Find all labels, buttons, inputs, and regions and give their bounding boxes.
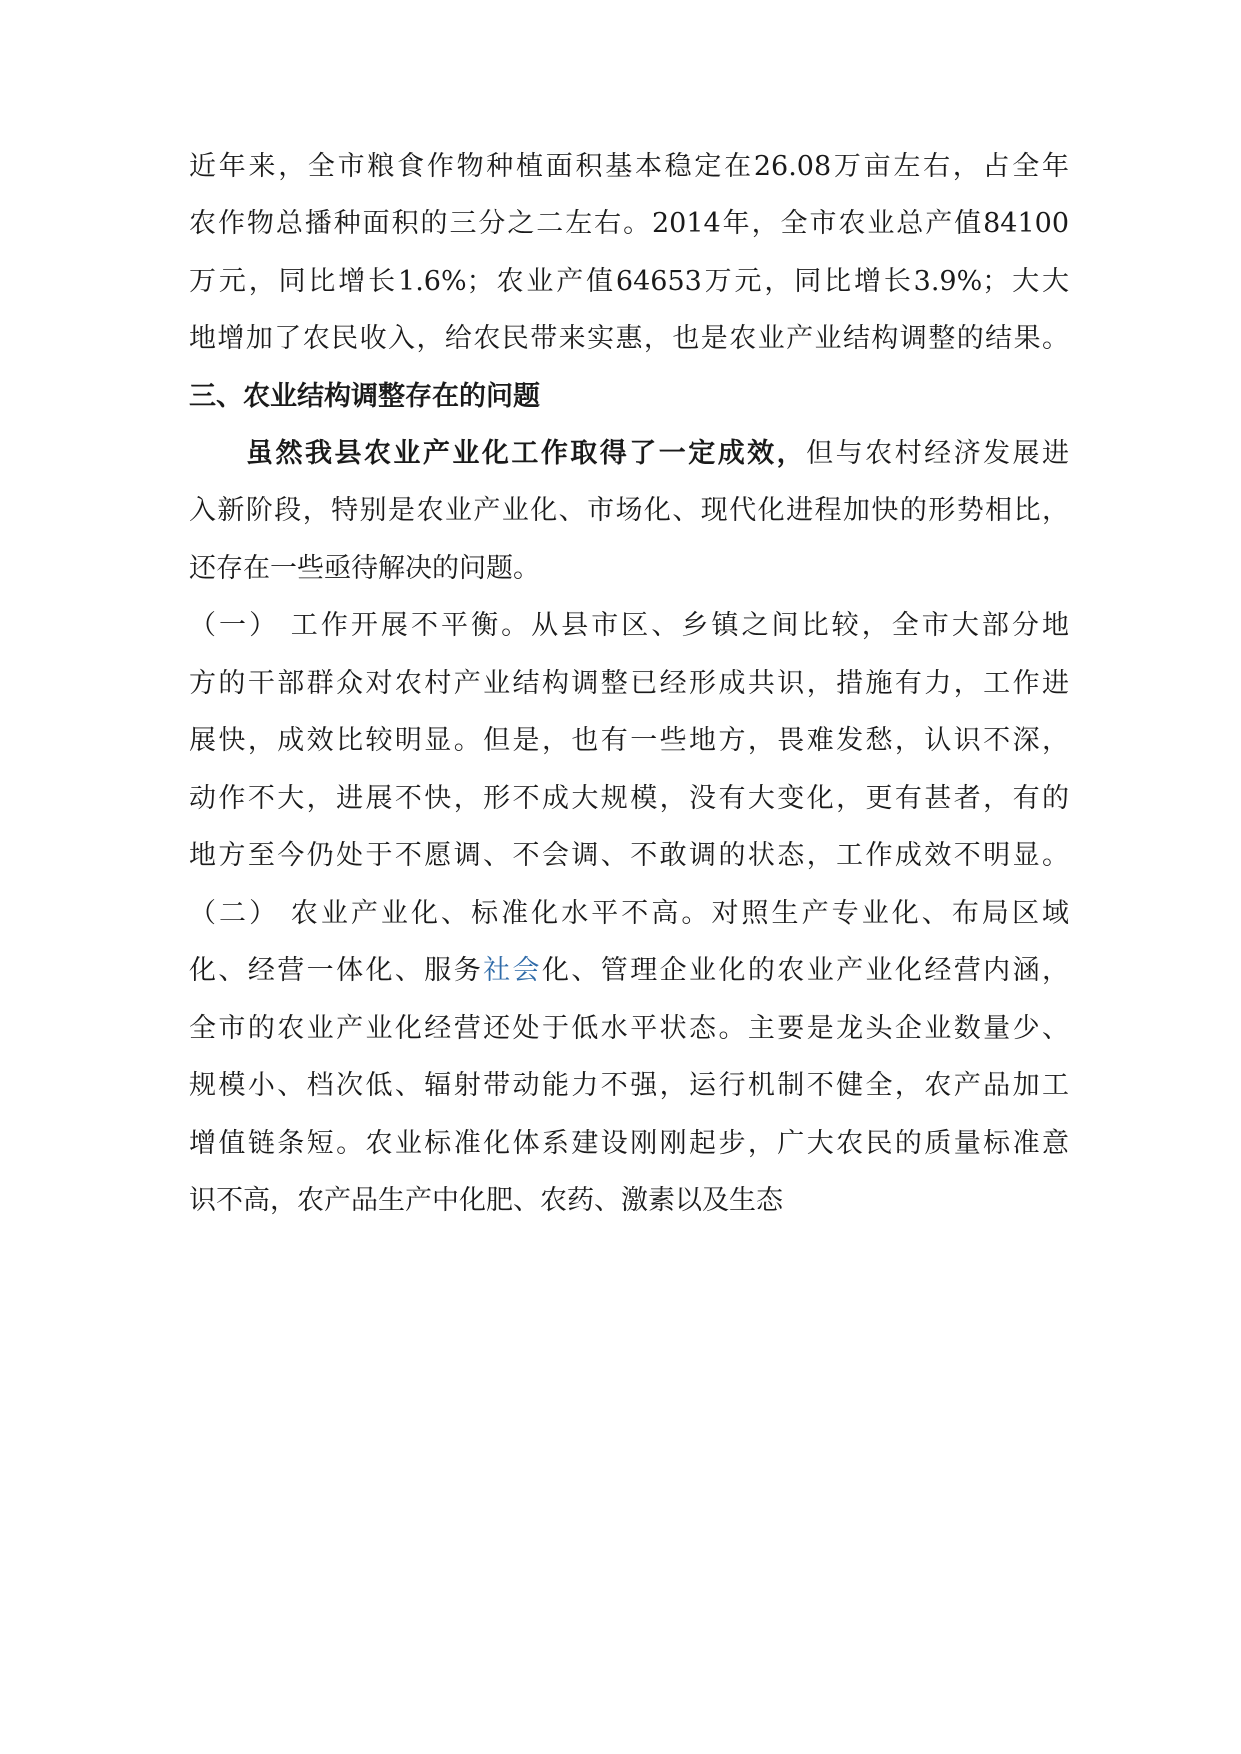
item-2-line-6: 识不高，农产品生产中化肥、农药、激素以及生态 [189, 1185, 783, 1216]
paragraph-1-line-4: 地增加了农民收入，给农民带来实惠，也是农业产业结构调整的结果。 [189, 323, 1069, 354]
paragraph-2-line-3: 还存在一些亟待解决的问题。 [189, 553, 540, 584]
item-2-line-5: 增值链条短。农业标准化体系建设刚刚起步，广大农民的质量标准意 [189, 1128, 1069, 1159]
item-2-line-3: 全市的农业产业化经营还处于低水平状态。主要是龙头企业数量少、 [189, 1013, 1069, 1044]
item-1-line-5: 地方至今仍处于不愿调、不会调、不敢调的状态，工作成效不明显。 [189, 840, 1069, 871]
item-1-line-2: 方的干部群众对农村产业结构调整已经形成共识，措施有力，工作进 [189, 668, 1069, 699]
item-2-line-2-end: 化、管理企业化的农业产业化经营内涵， [541, 955, 1070, 986]
item-2-line-2 [189, 951, 1069, 991]
paragraph-1-line-2: 农作物总播种面积的三分之二左右。2014年，全市农业总产值84100 [189, 208, 1069, 239]
paragraph-1-line-3: 万元，同比增长1.6%；农业产值64653万元，同比增长3.9%；大大 [189, 266, 1069, 297]
item-1-line-4: 动作不大，进展不快，形不成大规模，没有大变化，更有甚者，有的 [189, 783, 1069, 814]
item-2-line-1: （二） 农业产业化、标准化水平不高。对照生产专业化、布局区域 [189, 898, 1069, 929]
paragraph-2-line-1-rest: 但与农村经济发展进 [806, 438, 1070, 469]
society-link[interactable]: 社会 [483, 955, 542, 986]
item-2-line-2-start: 化、经营一体化、服务 [189, 955, 484, 986]
item-1-line-3: 展快，成效比较明显。但是，也有一些地方，畏难发愁，认识不深， [189, 725, 1069, 756]
paragraph-2-line-1 [246, 434, 1069, 474]
paragraph-2-bold-lead: 虽然我县农业产业化工作取得了一定成效， [246, 438, 807, 469]
paragraph-1-line-1: 近年来，全市粮食作物种植面积基本稳定在26.08万亩左右，占全年 [189, 151, 1069, 182]
item-1-line-1: （一） 工作开展不平衡。从县市区、乡镇之间比较，全市大部分地 [189, 610, 1069, 641]
item-2-line-4: 规模小、档次低、辐射带动能力不强，运行机制不健全，农产品加工 [189, 1070, 1069, 1101]
section-heading: 三、农业结构调整存在的问题 [189, 381, 540, 412]
paragraph-2-line-2: 入新阶段，特别是农业产业化、市场化、现代化进程加快的形势相比， [189, 495, 1069, 526]
